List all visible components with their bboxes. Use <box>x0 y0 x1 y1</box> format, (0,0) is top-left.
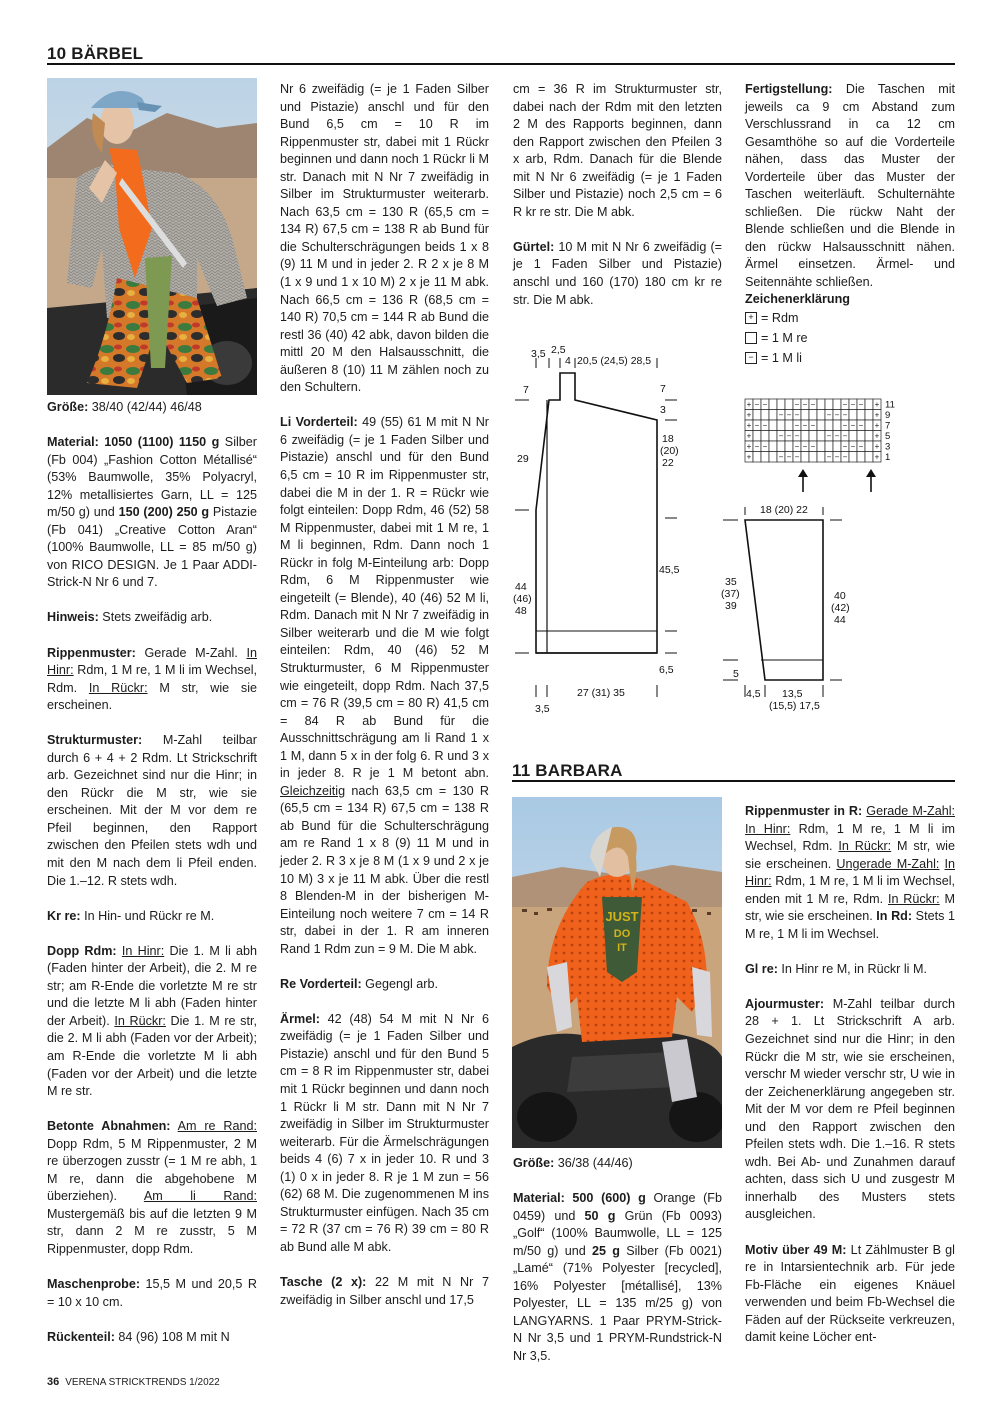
chart-cell <box>769 431 777 442</box>
paragraph: Betonte Abnahmen: Am re Rand: Dopp Rdm, 5 M Rippenmuster, 2 M re überzogen zusstr (= 1 M re abh, 1 M re, dann die abgehobene M überziehen). Am li Rand: Mustergemäß bis auf die letzten 9 M str, dann 2 M re zusstr, 5 M Rippenmuster, dopp Rdm. <box>47 1119 257 1256</box>
chart-symbol: − <box>802 400 808 409</box>
svg-text:39: 39 <box>725 600 737 612</box>
svg-text:3: 3 <box>660 404 666 416</box>
paragraph: Ajourmuster: M-Zahl teilbar durch 28 + 1. Lt Strickschrift A arb. Gezeichnet sind nur die Hinr; in den Rückr die M str, wie sie erscheinen, verschr M wieder verschr str, U wie in der Zeichenerklärung angegeben str. Mit der M vor dem re Pfeil beginnen und den Rapport zwischen den Pfeilen stets wdh. Die 1.–16. R stets wdh. Bei Ab- und Zunahmen darauf achten, dass sich U und zusgestr M innerhalb des Musters stets ausgleichen. <box>745 996 955 1222</box>
chart-cell <box>817 420 825 431</box>
paragraph: Re Vorderteil: Gegengl arb. <box>280 976 438 991</box>
chart-row-label: 11 <box>885 399 895 411</box>
chart-symbol: − <box>858 442 864 451</box>
plus-square-icon: + <box>745 312 757 324</box>
chart-cell <box>769 420 777 431</box>
chart-symbol: + <box>874 410 880 420</box>
svg-text:22: 22 <box>662 457 674 469</box>
chart-cell <box>801 431 809 442</box>
chart-symbol: − <box>842 442 848 451</box>
paragraph: Material: 500 (600) g Orange (Fb 0459) und 50 g Grün (Fb 0093) „Golf“ (100% Baumwolle, LL = 125 m/50 g) und 25 g Silber (Fb 0021) „Lamé“ (71% Polyester [recycled], 16% Polyester [métallisé], 13% Polyester, LL = 135 m/25 g) von LANGYARNS. 1 Paar PRYM-Strick-N Nr 3,5 und 1 PRYM-Rundstrick-N Nr 3,5. <box>513 1191 722 1363</box>
chart-symbol: − <box>794 452 800 462</box>
page-number: 36 <box>47 1376 60 1388</box>
chart-row-label: 9 <box>885 410 891 421</box>
chart-cell <box>785 441 793 452</box>
text-column-4-top <box>745 81 955 368</box>
text-column-2 <box>280 81 489 1309</box>
chart-symbol: − <box>826 410 832 420</box>
chart-cell <box>753 410 761 421</box>
chart-cell <box>825 399 833 410</box>
paragraph: Ärmel: 42 (48) 54 M mit N Nr 6 zweifädig (= je 1 Faden Silber und Pistazie) anschl und für den Bund 5 cm = 8 R im Rippenmuster str, dabei mit 1 Rückr beginnen und dann noch 1 Rückr li M str. Dann mit N Nr 7 zweifädig in Silber im Strukturmuster weiterarb. Für die Ärmelschrägungen beids 4 (6) 7 x in jeder 10. R und 3 (1) 0 x in jeder 8. R je 1 M zun = 56 (62) 68 M. Die zugenommenen M ins Strukturmuster einfügen. Nach 35 cm = 72 R (37 cm = 76 R) 39 cm = 80 R ab Bund alle M abk. <box>280 1011 489 1254</box>
chart-symbol: − <box>826 452 832 462</box>
chart-symbol: + <box>874 400 880 409</box>
svg-text:3,5: 3,5 <box>531 348 546 360</box>
size-line-barbara: Größe: 36/38 (44/46) <box>513 1156 633 1170</box>
chart-cell <box>865 410 873 421</box>
text-column-3-bottom <box>513 1155 722 1366</box>
svg-text:20,5 (24,5) 28,5: 20,5 (24,5) 28,5 <box>577 355 652 367</box>
chart-cell <box>817 441 825 452</box>
paragraph: Gl re: In Hinr re M, in Rückr li M. <box>745 961 927 976</box>
chart-cell <box>777 399 785 410</box>
chart-cell <box>857 410 865 421</box>
chart-symbol: − <box>850 421 856 430</box>
paragraph: Material: 1050 (1100) 1150 g Silber (Fb 004) „Fashion Cotton Métallisé“ (53% Baumwolle, 35% Polyacryl, 12% metallisiertes Garn, LL = 125 m/50 g) und 150 (200) 250 g Pistazie (Fb 041) „Creative Cotton Aran“ (100% Baumwolle, LL = 85 m/50 g) von RICO DESIGN. Je 1 Paar ADDI-Strick-N Nr 6 und 7. <box>47 435 257 590</box>
chart-symbol: − <box>794 431 800 441</box>
svg-text:44: 44 <box>834 614 846 626</box>
chart-cell <box>817 452 825 463</box>
chart-cell <box>849 452 857 463</box>
motif-text-it: IT <box>617 942 627 954</box>
size-line: Größe: 38/40 (42/44) 46/48 <box>47 400 202 414</box>
legend-title: Zeichenerklärung <box>745 291 850 306</box>
stitch-chart <box>740 395 900 495</box>
svg-text:27 (31) 35: 27 (31) 35 <box>577 687 625 699</box>
chart-row-numbers <box>885 400 895 464</box>
svg-text:(37): (37) <box>721 588 740 600</box>
paragraph: Tasche (2 x): 22 M mit N Nr 7 zweifädig in Silber anschl und 17,5 <box>280 1275 489 1307</box>
chart-symbol: − <box>794 442 800 451</box>
chart-cell <box>817 431 825 442</box>
paragraph: Rippenmuster: Gerade M-Zahl. In Hinr: Rdm, 1 M re, 1 M li im Wechsel, Rdm. In Rückr: M str, wie sie erscheinen. <box>47 645 258 713</box>
chart-cell <box>785 399 793 410</box>
chart-cell <box>865 452 873 463</box>
chart-symbol: − <box>834 452 840 462</box>
chart-cell <box>833 420 841 431</box>
page-footer <box>47 1376 220 1388</box>
chart-symbol: − <box>810 442 816 451</box>
svg-text:(46): (46) <box>513 593 532 605</box>
column-4-paragraphs <box>745 81 955 292</box>
chart-cell <box>849 431 857 442</box>
paragraph: Kr re: In Hin- und Rückr re M. <box>47 908 215 923</box>
chart-symbol: − <box>754 442 760 451</box>
chart-cell <box>785 420 793 431</box>
chart-cell <box>865 441 873 452</box>
chart-symbol: + <box>746 452 752 462</box>
chart-symbol: − <box>762 442 768 451</box>
column-3-paragraphs <box>513 81 722 309</box>
motif-text-just: JUST <box>605 909 639 924</box>
chart-symbol: − <box>858 400 864 409</box>
chart-row-label: 5 <box>885 431 891 442</box>
column-4b-paragraphs <box>745 803 955 1347</box>
minus-square-icon: − <box>745 352 757 364</box>
column-2-paragraphs <box>280 81 489 1309</box>
chart-cell <box>809 410 817 421</box>
chart-symbol: − <box>802 442 808 451</box>
chart-row-label: 3 <box>885 441 891 453</box>
paragraph: Fertigstellung: Die Taschen mit jeweils ca 9 cm Abstand zum Verschlussrand in ca 12 cm Gesamthöhe so auf die Vorderteile nähen, dass das Muster der Vorderteile über das Muster der Taschen weiterläuft. Schulternähte schließen. Die rückw Naht der Blende schließen und die Blende in den rückw Halsausschnitt nähen. Ärmel einsetzen. Ärmel- und Seitennähte schließen. <box>745 82 955 290</box>
svg-text:(15,5) 17,5: (15,5) 17,5 <box>769 700 820 712</box>
chart-cell <box>817 399 825 410</box>
chart-grid <box>745 399 881 462</box>
paragraph: Dopp Rdm: In Hinr: Die 1. M li abh (Faden hinter der Arbeit), die 2. M re str; am R-Ende die vorletzte M re str und die letzte M li abh (Faden hinter der Arbeit). In Rückr: Die 1. M re str, die 2. M li abh (Faden vor der Arbeit); am R-Ende die vorletzte M li abh (Faden vor der Arbeit) und die letzte M re str. <box>47 943 258 1099</box>
chart-symbol: − <box>754 421 760 430</box>
svg-text:5: 5 <box>733 668 739 680</box>
chart-cell <box>849 410 857 421</box>
chart-symbol: − <box>778 431 784 441</box>
chart-row-label: 1 <box>885 452 891 463</box>
chart-symbol: + <box>746 431 752 441</box>
body-schematic-labels <box>513 344 680 715</box>
chart-symbol: + <box>874 442 880 451</box>
paragraph: Motiv über 49 M: Lt Zählmuster B gl re in Intarsientechnik arb. Für jede Fb-Fläche ein eigenes Knäuel verwenden und beim Fb-Wechsel die Fäden auf der Rückseite verkreuzen, damit keine Löcher ent- <box>745 1242 955 1345</box>
chart-symbol: − <box>754 400 760 409</box>
chart-symbol: − <box>810 421 816 430</box>
svg-text:44: 44 <box>515 581 527 593</box>
svg-text:(42): (42) <box>831 602 850 614</box>
chart-cell <box>833 441 841 452</box>
chart-cell <box>809 452 817 463</box>
svg-text:40: 40 <box>834 590 846 602</box>
chart-symbol: − <box>810 400 816 409</box>
chart-cell <box>761 431 769 442</box>
chart-symbol: − <box>842 410 848 420</box>
paragraph: Rippenmuster in R: Gerade M-Zahl: In Hinr: Rdm, 1 M re, 1 M li im Wechsel, Rdm. In Rückr: M str, wie sie erscheinen. Ungerade M-Zahl: In Hinr: Rdm, 1 M re, 1 M li im Wechsel, enden mit 1 M re, Rdm. In Rückr: M str, wie sie erscheinen. In Rd: Stets 1 M re, 1 M li im Wechsel. <box>745 804 956 941</box>
chart-cell <box>817 410 825 421</box>
legend-item-rdm: + = Rdm <box>745 308 955 328</box>
photo-barbara <box>512 797 722 1148</box>
chart-symbol: − <box>842 431 848 441</box>
chart-symbol: − <box>786 410 792 420</box>
chart-symbol: + <box>746 410 752 420</box>
chart-cell <box>857 431 865 442</box>
svg-text:45,5: 45,5 <box>659 564 680 576</box>
section-rule-2 <box>512 780 955 782</box>
chart-symbol: − <box>802 421 808 430</box>
text-column-1 <box>47 399 257 1346</box>
chart-cell <box>769 410 777 421</box>
section-title-baerbel: 10 BÄRBEL <box>47 44 144 63</box>
paragraph: Nr 6 zweifädig (= je 1 Faden Silber und Pistazie) anschl und für den Bund 6,5 cm = 10 R im Rippenmuster str, dabei mit 1 Rückr beginnen und dann noch 1 Rückr li M str. Danach mit N Nr 7 zweifädig in Silber im Strukturmuster weiterarb. Nach 63,5 cm = 130 R (65,5 cm = 134 R) 67,5 cm = 138 R ab Bund für die Schulterschrägungen beids 1 x 8 (9) 11 M und in jeder 2. R 2 x je 8 M (1 x 9 und 1 x 10 M) 2 x je 11 M abk. Nach 66,5 cm = 136 R (68,5 cm = 140 R) 70,5 cm = 144 R ab Bund die restl 36 (40) 42 abk, davon bilden die mittl 20 M den Halsausschnitt, die äußeren 8 (10) 11 M zählen noch zu den Schultern. <box>280 82 489 395</box>
chart-cell <box>753 452 761 463</box>
chart-cell <box>777 420 785 431</box>
chart-symbol: − <box>794 400 800 409</box>
paragraph: Strukturmuster: M-Zahl teilbar durch 6 + 4 + 2 Rdm. Lt Strickschrift arb. Gezeichnet sind nur die Hinr; in den Rückr die M str, wie sie erscheinen. Mit der M vor dem re Pfeil beginnen, den Rapport zwischen den Pfeilen stets wdh und mit den M nach dem li Pfeil enden. Die 1.–12. R stets wdh. <box>47 733 257 888</box>
chart-symbol: − <box>850 400 856 409</box>
svg-text:(20): (20) <box>660 445 679 457</box>
chart-symbol: − <box>794 410 800 420</box>
chart-symbol: − <box>762 421 768 430</box>
chart-symbol: − <box>786 452 792 462</box>
chart-cell <box>865 431 873 442</box>
chart-cell <box>801 410 809 421</box>
chart-cell <box>777 441 785 452</box>
chart-cell <box>761 452 769 463</box>
chart-cell <box>857 452 865 463</box>
chart-symbol: − <box>834 410 840 420</box>
svg-text:35: 35 <box>725 576 737 588</box>
chart-symbol: − <box>850 442 856 451</box>
svg-text:48: 48 <box>515 605 527 617</box>
svg-text:4: 4 <box>565 355 571 367</box>
chart-cell <box>769 452 777 463</box>
legend-item-purl: − = 1 M li <box>745 348 955 368</box>
chart-symbol: + <box>874 431 880 441</box>
chart-cell <box>809 431 817 442</box>
svg-text:7: 7 <box>660 383 666 395</box>
chart-cell <box>865 399 873 410</box>
chart-symbol: − <box>778 452 784 462</box>
chart-cell <box>769 399 777 410</box>
paragraph: Maschenprobe: 15,5 M und 20,5 R = 10 x 10 cm. <box>47 1276 257 1309</box>
chart-symbol: − <box>786 431 792 441</box>
legend-item-knit: = 1 M re <box>745 328 955 348</box>
sleeve-schematic <box>720 495 860 720</box>
svg-text:3,5: 3,5 <box>535 703 550 715</box>
paragraph: Li Vorderteil: 49 (55) 61 M mit N Nr 6 zweifädig (= je 1 Faden Silber und Pistazie) anschl und für den Bund 6,5 cm = 10 R im Rippenmuster str, dabei die M in der 1. R = Rückr wie folgt einteilen: Dopp Rdm, 46 (52) 58 M Rippenmuster, dabei mit 1 M re, 1 M li beginnen, Rdm. Dann noch 1 Rückr in folg M-Einteilung arb: Dopp Rdm, 6 M Rippenmuster wie eingeteilt (= Blende), 40 (46) 52 M li, Rdm. Danach mit N Nr 7 zweifädig in Silber weiterarb und die M wie folgt einteilen: Rdm, 40 (46) 52 M Strukturmuster, 6 M Rippenmuster wie eingeteilt, dopp Rdm. Nach 37,5 cm = 76 R (39,5 cm = 80 R) 41,5 cm = 84 R ab Bund für die Ausschnittschrägung am li Rand 1 x 1 M, dann 5 x in der folg 6. R und 3 x in jeder 8. R je 1 M betont abn. Gleichzeitig nach 63,5 cm = 130 R (65,5 cm = 134 R) 67,5 cm = 138 R ab Bund für die Schulterschrägung am re Rand 1 x 8 (9) 11 M und in jeder 2. R 3 x je 8 M (1 x 9 und 2 x je 10 M) 3 x je 11 M abk. Über die restl 8 Blenden-M in der bisherigen M-Einteilung noch weitere 7 cm = 14 R str, dabei in der 1. R am inneren Rand 1 Rdm zun = 9 M. Die M abk. <box>280 415 489 956</box>
chart-symbol: − <box>842 421 848 430</box>
chart-symbol: + <box>874 452 880 462</box>
column-3b-paragraphs <box>513 1190 722 1365</box>
svg-text:6,5: 6,5 <box>659 664 674 676</box>
chart-symbol: + <box>874 421 880 430</box>
body-schematic <box>505 340 695 720</box>
svg-text:13,5: 13,5 <box>782 688 803 700</box>
photo-baerbel <box>47 78 257 395</box>
chart-symbol: − <box>794 421 800 430</box>
svg-text:18: 18 <box>662 433 674 445</box>
paragraph: Gürtel: 10 M mit N Nr 6 zweifädig (= je 1 Faden Silber und Pistazie) anschl und 160 (170) 180 cm kr re str. Die M abk. <box>513 239 722 307</box>
chart-row-label: 7 <box>885 420 891 432</box>
chart-cell <box>865 420 873 431</box>
chart-cell <box>769 441 777 452</box>
column-1-paragraphs <box>47 434 257 1346</box>
chart-cell <box>761 410 769 421</box>
chart-symbol: + <box>746 421 752 430</box>
chart-cell <box>825 420 833 431</box>
paragraph: cm = 36 R im Strukturmuster str, dabei nach der Rdm mit den letzten 2 M des Rapports beginnen, dann den Rapport zwischen den Pfeilen 3 x arb, Rdm. Danach für die Blende mit N Nr 6 zweifädig (= je 1 Faden Silber und Pistazie) noch 2,5 cm = 6 R kr re str. Die M abk. <box>513 82 722 219</box>
chart-symbol: + <box>746 442 752 451</box>
chart-symbol: − <box>762 400 768 409</box>
svg-text:29: 29 <box>517 453 529 465</box>
chart-symbol: − <box>834 431 840 441</box>
svg-text:4,5: 4,5 <box>746 688 761 700</box>
svg-text:2,5: 2,5 <box>551 344 566 356</box>
svg-text:7: 7 <box>523 384 529 396</box>
chart-symbol: − <box>858 421 864 430</box>
empty-square-icon <box>745 332 757 344</box>
repeat-arrows <box>798 469 876 492</box>
chart-symbol: − <box>826 431 832 441</box>
chart-symbol: + <box>746 400 752 409</box>
chart-cell <box>801 452 809 463</box>
chart-cell <box>753 431 761 442</box>
magazine-name: VERENA STRICKTRENDS 1/2022 <box>65 1377 220 1388</box>
paragraph: Rückenteil: 84 (96) 108 M mit N <box>47 1329 230 1344</box>
text-column-3-top <box>513 81 722 309</box>
motif-text-do: DO <box>613 928 631 940</box>
chart-symbol: − <box>842 452 848 462</box>
section-title-barbara: 11 BARBARA <box>512 761 623 780</box>
chart-cell <box>833 399 841 410</box>
section-rule <box>47 63 955 65</box>
chart-cell <box>825 441 833 452</box>
chart-symbol: − <box>778 410 784 420</box>
paragraph: Hinweis: Stets zweifädig arb. <box>47 610 213 625</box>
svg-text:18 (20) 22: 18 (20) 22 <box>760 504 808 516</box>
chart-symbol: − <box>842 400 848 409</box>
text-column-4-bottom <box>745 803 955 1347</box>
